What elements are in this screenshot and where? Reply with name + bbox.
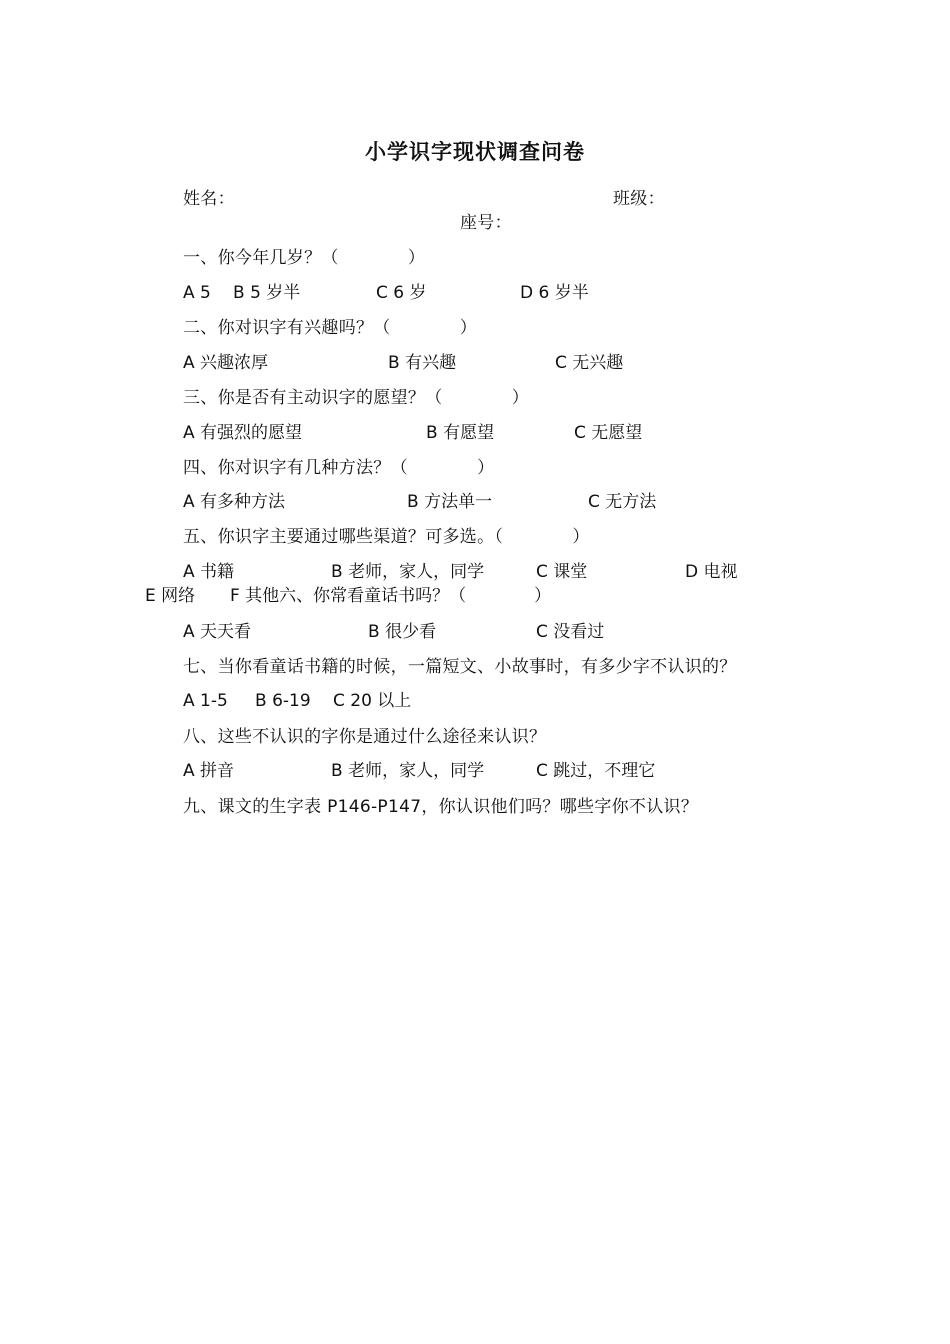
question-1: 一、你今年几岁？（ ）	[183, 248, 426, 268]
q5-option-f-and-question-6: F 其他六、你常看童话书吗？（ ）	[230, 586, 552, 606]
q7-option-a: A 1-5	[183, 691, 228, 711]
q5-option-a: A 书籍	[183, 562, 235, 582]
q8-option-b: B 老师，家人，同学	[331, 761, 485, 781]
page-title: 小学识字现状调查问卷	[365, 139, 585, 164]
q3-option-a: A 有强烈的愿望	[183, 423, 303, 443]
question-8: 八、这些不认识的字你是通过什么途径来认识？	[183, 727, 547, 747]
q5-option-e: E 网络	[145, 586, 196, 606]
q8-option-a: A 拼音	[183, 761, 235, 781]
seat-label: 座号：	[460, 213, 512, 233]
q5-option-b: B 老师，家人，同学	[331, 562, 485, 582]
q1-option-d: D 6 岁半	[520, 283, 589, 303]
question-4: 四、你对识字有几种方法？（ ）	[183, 458, 495, 478]
q2-option-b: B 有兴趣	[388, 353, 457, 373]
question-2: 二、你对识字有兴趣吗？（ ）	[183, 318, 478, 338]
q3-option-c: C 无愿望	[574, 423, 643, 443]
class-label: 班级：	[613, 189, 665, 209]
q8-option-c: C 跳过，不理它	[536, 761, 656, 781]
q4-option-b: B 方法单一	[407, 492, 493, 512]
q1-option-c: C 6 岁	[376, 283, 427, 303]
q1-option-a: A 5	[183, 283, 211, 303]
q6-option-c: C 没看过	[536, 622, 605, 642]
q7-option-b: B 6-19	[255, 691, 311, 711]
q7-option-c: C 20 以上	[333, 691, 412, 711]
q4-option-c: C 无方法	[588, 492, 657, 512]
question-5: 五、你识字主要通过哪些渠道？可多选。（ ）	[183, 527, 590, 547]
q2-option-a: A 兴趣浓厚	[183, 353, 269, 373]
q5-option-c: C 课堂	[536, 562, 588, 582]
name-label: 姓名：	[183, 189, 235, 209]
q6-option-b: B 很少看	[368, 622, 437, 642]
question-9: 九、课文的生字表 P146-P147，你认识他们吗？哪些字你不认识？	[183, 797, 699, 817]
q6-option-a: A 天天看	[183, 622, 252, 642]
q5-option-d: D 电视	[685, 562, 738, 582]
q3-option-b: B 有愿望	[426, 423, 495, 443]
question-3: 三、你是否有主动识字的愿望？（ ）	[183, 388, 529, 408]
q1-option-b: B 5 岁半	[233, 283, 301, 303]
q4-option-a: A 有多种方法	[183, 492, 286, 512]
q2-option-c: C 无兴趣	[555, 353, 624, 373]
question-7: 七、当你看童话书籍的时候，一篇短文、小故事时，有多少字不认识的？	[183, 657, 737, 677]
